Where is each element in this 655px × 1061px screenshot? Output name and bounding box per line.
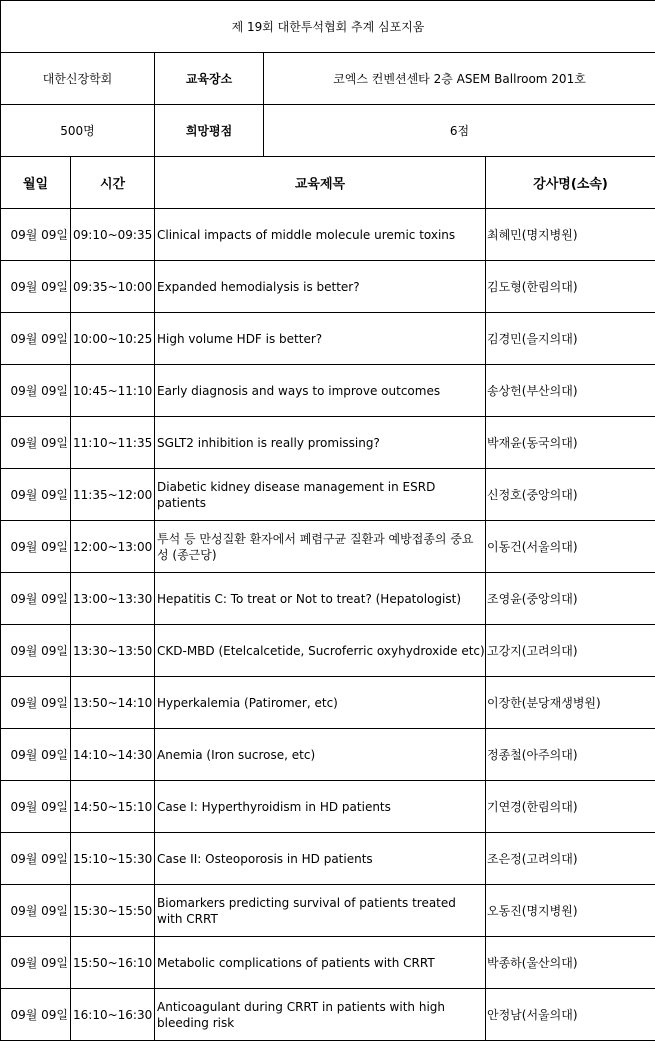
session-time: 12:00~13:00 <box>71 521 155 573</box>
table-row <box>1 573 655 625</box>
session-speaker: 정종철(아주의대) <box>486 729 655 781</box>
session-time: 14:10~14:30 <box>71 729 155 781</box>
table-row <box>1 989 655 1041</box>
table-row <box>1 417 655 469</box>
session-speaker: 조영윤(중앙의대) <box>486 573 655 625</box>
session-speaker: 박재윤(동국의대) <box>486 417 655 469</box>
session-date: 09월 09일 <box>1 885 71 937</box>
session-speaker: 고강지(고려의대) <box>486 625 655 677</box>
venue-value: 코엑스 컨벤션센타 2층 ASEM Ballroom 201호 <box>264 53 655 105</box>
session-date: 09월 09일 <box>1 625 71 677</box>
column-header-time: 시간 <box>71 157 155 209</box>
session-time: 09:10~09:35 <box>71 209 155 261</box>
session-title: Case II: Osteoporosis in HD patients <box>155 833 486 885</box>
session-title: CKD-MBD (Etelcalcetide, Sucroferric oxyhydroxide etc) <box>155 625 486 677</box>
session-time: 15:10~15:30 <box>71 833 155 885</box>
session-date: 09월 09일 <box>1 209 71 261</box>
session-time: 10:00~10:25 <box>71 313 155 365</box>
session-title: 투석 등 만성질환 환자에서 폐렴구균 질환과 예방접종의 중요성 (종근당) <box>155 521 486 573</box>
session-speaker: 이동건(서울의대) <box>486 521 655 573</box>
column-header-row <box>1 157 655 209</box>
session-speaker: 김경민(을지의대) <box>486 313 655 365</box>
session-date: 09월 09일 <box>1 833 71 885</box>
column-header-speaker: 강사명(소속) <box>486 157 655 209</box>
table-row <box>1 781 655 833</box>
session-date: 09월 09일 <box>1 365 71 417</box>
session-title: Diabetic kidney disease management in ESRD patients <box>155 469 486 521</box>
session-time: 13:30~13:50 <box>71 625 155 677</box>
table-row <box>1 365 655 417</box>
session-date: 09월 09일 <box>1 781 71 833</box>
table-row <box>1 261 655 313</box>
session-date: 09월 09일 <box>1 469 71 521</box>
session-speaker: 최혜민(명지병원) <box>486 209 655 261</box>
session-title: Anemia (Iron sucrose, etc) <box>155 729 486 781</box>
session-date: 09월 09일 <box>1 521 71 573</box>
session-title: Early diagnosis and ways to improve outcomes <box>155 365 486 417</box>
session-date: 09월 09일 <box>1 261 71 313</box>
capacity: 500명 <box>1 105 155 157</box>
session-speaker: 기연경(한림의대) <box>486 781 655 833</box>
organizer: 대한신장학회 <box>1 53 155 105</box>
session-time: 14:50~15:10 <box>71 781 155 833</box>
table-row <box>1 313 655 365</box>
session-title: Anticoagulant during CRRT in patients with high bleeding risk <box>155 989 486 1041</box>
session-speaker: 김도형(한림의대) <box>486 261 655 313</box>
session-speaker: 이장한(분당재생병원) <box>486 677 655 729</box>
table-row <box>1 521 655 573</box>
credit-label: 희망평점 <box>155 105 264 157</box>
session-time: 15:30~15:50 <box>71 885 155 937</box>
session-speaker: 오동진(명지병원) <box>486 885 655 937</box>
session-time: 11:35~12:00 <box>71 469 155 521</box>
session-date: 09월 09일 <box>1 313 71 365</box>
session-title: Case I: Hyperthyroidism in HD patients <box>155 781 486 833</box>
session-time: 16:10~16:30 <box>71 989 155 1041</box>
table-row <box>1 729 655 781</box>
session-date: 09월 09일 <box>1 573 71 625</box>
session-date: 09월 09일 <box>1 729 71 781</box>
session-speaker: 신정호(중앙의대) <box>486 469 655 521</box>
table-row <box>1 833 655 885</box>
session-title: Clinical impacts of middle molecule uremic toxins <box>155 209 486 261</box>
column-header-title: 교육제목 <box>155 157 486 209</box>
session-title: Hepatitis C: To treat or Not to treat? (Hepatologist) <box>155 573 486 625</box>
credit-value: 6점 <box>264 105 655 157</box>
session-time: 10:45~11:10 <box>71 365 155 417</box>
venue-label: 교육장소 <box>155 53 264 105</box>
session-date: 09월 09일 <box>1 937 71 989</box>
column-header-date: 월일 <box>1 157 71 209</box>
table-row <box>1 937 655 989</box>
table-row <box>1 885 655 937</box>
session-title: Hyperkalemia (Patiromer, etc) <box>155 677 486 729</box>
table-row <box>1 469 655 521</box>
session-title: High volume HDF is better? <box>155 313 486 365</box>
session-date: 09월 09일 <box>1 417 71 469</box>
session-time: 13:50~14:10 <box>71 677 155 729</box>
session-speaker: 송상헌(부산의대) <box>486 365 655 417</box>
session-time: 15:50~16:10 <box>71 937 155 989</box>
session-title: Metabolic complications of patients with CRRT <box>155 937 486 989</box>
table-row <box>1 625 655 677</box>
table-row <box>1 677 655 729</box>
event-title: 제 19회 대한투석협회 추계 심포지움 <box>1 1 655 53</box>
session-date: 09월 09일 <box>1 677 71 729</box>
session-time: 13:00~13:30 <box>71 573 155 625</box>
session-title: Expanded hemodialysis is better? <box>155 261 486 313</box>
session-date: 09월 09일 <box>1 989 71 1041</box>
session-time: 09:35~10:00 <box>71 261 155 313</box>
session-title: Biomarkers predicting survival of patients treated with CRRT <box>155 885 486 937</box>
table-row <box>1 209 655 261</box>
session-title: SGLT2 inhibition is really promissing? <box>155 417 486 469</box>
session-speaker: 조은정(고려의대) <box>486 833 655 885</box>
session-time: 11:10~11:35 <box>71 417 155 469</box>
session-speaker: 박종하(울산의대) <box>486 937 655 989</box>
session-speaker: 안정남(서울의대) <box>486 989 655 1041</box>
